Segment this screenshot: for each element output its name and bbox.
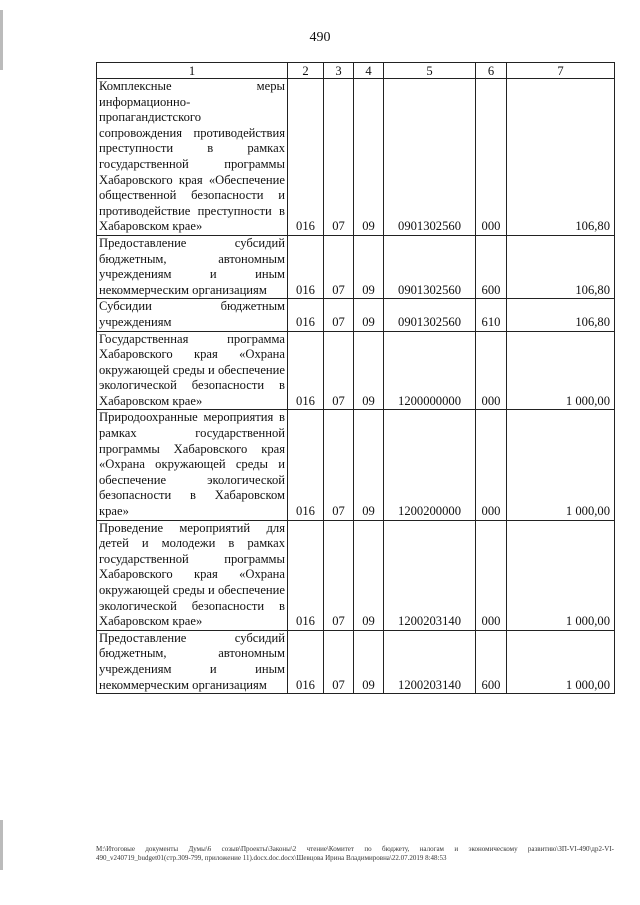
- ministry-code: 016: [288, 520, 324, 630]
- expense-name: Природоохранные мероприятия в рамках государственной программы Хабаровского края «Охрана окружающей среды и обеспечение экологической безопасности в Хабаровском крае»: [97, 410, 288, 520]
- amount: 1 000,00: [507, 410, 615, 520]
- ministry-code: 016: [288, 79, 324, 236]
- section-code: 07: [324, 79, 354, 236]
- expense-name: Проведение мероприятий для детей и молодежи в рамках государственной программы Хабаровского края «Охрана окружающей среды и обеспечение экологической безопасности в Хабаровском крае»: [97, 520, 288, 630]
- column-header: 7: [507, 63, 615, 79]
- expense-type-code: 600: [476, 235, 507, 298]
- column-header: 4: [354, 63, 384, 79]
- expense-name: Предоставление субсидий бюджетным, автономным учреждениям и иным некоммерческим организациям: [97, 630, 288, 693]
- target-code: 0901302560: [384, 235, 476, 298]
- subsection-code: 09: [354, 299, 384, 331]
- expense-name: Предоставление субсидий бюджетным, автономным учреждениям и иным некоммерческим организациям: [97, 235, 288, 298]
- section-code: 07: [324, 520, 354, 630]
- subsection-code: 09: [354, 630, 384, 693]
- expense-name: Комплексные меры информационно-пропагандистского сопровождения противодействия преступности в рамках государственной программы Хабаровского края «Обеспечение общественной безопасности и противодействие преступности в Хабаровском крае»: [97, 79, 288, 236]
- target-code: 1200203140: [384, 520, 476, 630]
- subsection-code: 09: [354, 331, 384, 410]
- table-row: [97, 410, 615, 520]
- ministry-code: 016: [288, 410, 324, 520]
- column-header: 5: [384, 63, 476, 79]
- target-code: 1200203140: [384, 630, 476, 693]
- column-header: 2: [288, 63, 324, 79]
- section-code: 07: [324, 235, 354, 298]
- table-row: [97, 630, 615, 693]
- target-code: 0901302560: [384, 299, 476, 331]
- expense-type-code: 000: [476, 520, 507, 630]
- amount: 1 000,00: [507, 520, 615, 630]
- column-header: 3: [324, 63, 354, 79]
- subsection-code: 09: [354, 520, 384, 630]
- ministry-code: 016: [288, 299, 324, 331]
- section-code: 07: [324, 331, 354, 410]
- target-code: 1200200000: [384, 410, 476, 520]
- section-code: 07: [324, 630, 354, 693]
- amount: 1 000,00: [507, 331, 615, 410]
- amount: 1 000,00: [507, 630, 615, 693]
- expense-type-code: 600: [476, 630, 507, 693]
- expense-type-code: 000: [476, 79, 507, 236]
- page-number: 490: [309, 30, 331, 45]
- target-code: 1200000000: [384, 331, 476, 410]
- table-header-row: [97, 63, 615, 79]
- section-code: 07: [324, 299, 354, 331]
- expense-name: Субсидии бюджетным учреждениям: [97, 299, 288, 331]
- expense-name: Государственная программа Хабаровского края «Охрана окружающей среды и обеспечение экологической безопасности в Хабаровском крае»: [97, 331, 288, 410]
- ministry-code: 016: [288, 235, 324, 298]
- table-row: [97, 299, 615, 331]
- target-code: 0901302560: [384, 79, 476, 236]
- subsection-code: 09: [354, 410, 384, 520]
- ministry-code: 016: [288, 630, 324, 693]
- amount: 106,80: [507, 299, 615, 331]
- expense-type-code: 000: [476, 410, 507, 520]
- table-row: [97, 235, 615, 298]
- table-row: [97, 520, 615, 630]
- amount: 106,80: [507, 79, 615, 236]
- expense-type-code: 000: [476, 331, 507, 410]
- expense-type-code: 610: [476, 299, 507, 331]
- subsection-code: 09: [354, 235, 384, 298]
- document-file-path: M:\Итоговые документы Думы\6 созыв\Проекты\Законы\2 чтение\Комитет по бюджету, налогам и экономическому развитию\ЗП-VI-490\др2-VI-490_v240719_budget01(стр.309-799, приложение 11).docx.doc.docx\Шевцова Ирина Владимировна\22.07.2019 8:48:53: [96, 845, 614, 862]
- scan-edge-mark: [0, 820, 3, 870]
- column-header: 1: [97, 63, 288, 79]
- subsection-code: 09: [354, 79, 384, 236]
- column-header: 6: [476, 63, 507, 79]
- table-row: [97, 331, 615, 410]
- amount: 106,80: [507, 235, 615, 298]
- table-row: [97, 79, 615, 236]
- section-code: 07: [324, 410, 354, 520]
- budget-table: [96, 62, 615, 694]
- ministry-code: 016: [288, 331, 324, 410]
